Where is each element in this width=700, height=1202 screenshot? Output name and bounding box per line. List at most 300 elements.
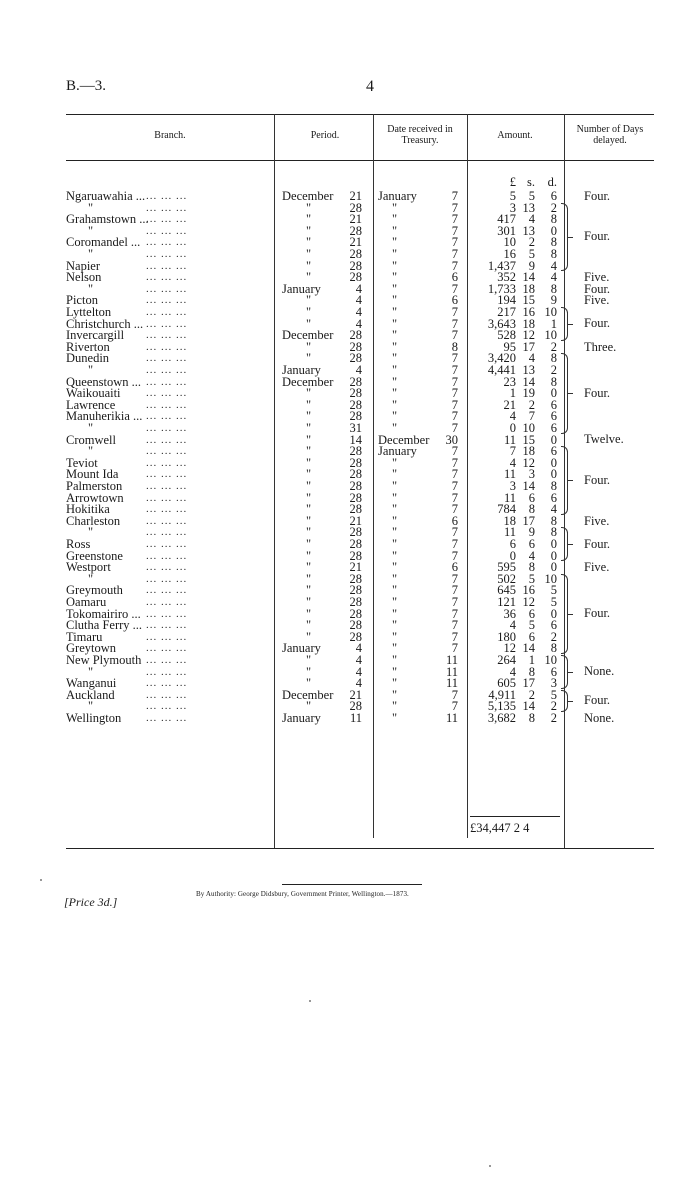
period-day: 21 [349,513,362,528]
amount-pounds: 3 [509,479,516,493]
grouping-brace [561,574,568,654]
period-day: 28 [349,502,362,517]
period-month: " [306,571,312,586]
period-day: 31 [349,421,362,435]
period-day: 4 [355,293,362,308]
amount-shillings: 6 [528,606,535,621]
received-month: " [392,490,398,505]
received-month: " [392,583,398,598]
received-day: 8 [451,339,458,354]
amount-shillings: 4 [528,351,535,366]
amount-pence: 8 [550,281,557,296]
amount-shillings: 15 [522,432,535,447]
amount-pounds: 6 [509,537,516,551]
period-day: 4 [355,641,362,656]
amount-pence: 6 [550,444,557,459]
period-month: " [306,258,312,273]
period-month: " [306,537,312,551]
received-month: " [392,397,398,412]
received-day: 7 [451,479,458,493]
amount-pounds: 1 [509,386,516,401]
leader-dots: ... ... ... [146,549,188,562]
amount-pounds: 4 [509,618,516,633]
period-day: 28 [349,699,362,714]
period-day: 4 [355,281,362,296]
period-day: 28 [349,571,362,586]
received-day: 7 [451,606,458,621]
received-month: " [392,200,398,215]
amount-pounds: 0 [509,421,516,435]
amount-shillings: 4 [528,212,535,227]
leader-dots: ... ... ... [146,642,188,655]
leader-dots: ... ... ... [146,224,188,237]
amount-pence: 0 [550,386,557,401]
period-day: 21 [349,212,362,227]
branch-name: Oamaru [66,595,107,609]
received-month: " [392,363,398,377]
branch-name: Greytown [66,641,116,656]
total-rule [470,816,560,817]
received-month: " [392,502,398,517]
amount-pounds: 12 [503,641,516,656]
amount-pounds: 301 [497,223,516,238]
period-month: " [306,502,312,517]
period-month: " [306,618,312,633]
amount-shillings: 13 [522,223,535,238]
period-month: " [306,339,312,354]
received-month: " [392,247,398,261]
leader-dots: ... ... ... [146,596,188,608]
period-month: " [306,455,312,470]
received-month: January [378,444,417,459]
branch-name: Lyttelton [66,305,112,319]
leader-dots: ... ... ... [146,712,188,724]
received-month: " [392,281,398,296]
branch-name: Charleston [66,513,121,528]
branch-name: Greymouth [66,583,123,598]
period-day: 28 [349,525,362,540]
column-header-period: Period. [310,130,340,141]
received-month: " [392,328,398,343]
received-day: 7 [451,687,458,702]
received-day: 6 [451,293,458,308]
received-month: " [392,421,398,435]
branch-name: Nelson [66,270,102,285]
amount-shillings: 6 [528,490,535,505]
period-month: " [306,212,312,227]
period-day: 28 [349,409,362,424]
period-month: " [306,653,312,667]
received-month: " [392,653,398,667]
amount-shillings: 7 [528,409,535,424]
amount-pounds: 1,437 [487,258,516,273]
branch-name: " [88,247,94,261]
days-delayed-note: Four. [584,281,611,296]
received-day: 7 [451,223,458,238]
amount-shillings: 6 [528,537,535,551]
amount-pence: 4 [550,258,557,273]
received-month: " [392,618,398,633]
amount-pounds: 502 [497,571,516,586]
received-day: 7 [451,212,458,227]
leader-dots: ... ... ... [146,503,188,516]
received-month: " [392,467,398,482]
amount-shillings: 17 [522,676,535,691]
branch-name: Wellington [66,711,122,725]
amount-shillings: 2 [528,687,535,702]
branch-name: " [88,664,94,679]
received-month: " [392,409,398,424]
received-day: 7 [451,235,458,250]
amount-pence: 0 [550,455,557,470]
leader-dots: ... ... ... [146,619,188,632]
amount-shillings: 13 [522,200,535,215]
table-header-rule [66,160,654,161]
amount-pounds: 3,682 [487,711,516,725]
amount-pounds: 4,911 [488,687,516,702]
received-month: January [378,189,417,203]
document-code: B.—3. [66,78,107,94]
period-month: " [306,386,312,401]
received-day: 7 [451,583,458,598]
received-month: " [392,270,398,285]
column-header-branch: Branch. [154,130,186,141]
days-delayed-note: None. [584,710,615,725]
amount-shillings: 5 [528,618,535,633]
footer-rule [282,884,422,885]
received-month: " [392,537,398,551]
amount-shillings: 15 [522,293,535,308]
amount-pence: 8 [550,212,557,227]
print-speck [489,1165,491,1167]
received-month: " [392,386,398,401]
amount-pence: 10 [544,571,557,586]
amount-pence: 1 [550,316,557,331]
amount-shillings: 3 [528,467,535,482]
amount-pence: 0 [550,548,557,563]
leader-dots: ... ... ... [146,630,188,643]
received-day: 7 [451,629,458,644]
branch-name: Tokomairiro ... [66,606,141,621]
received-month: " [392,606,398,621]
period-day: 28 [349,223,362,238]
period-month: " [306,595,312,609]
received-day: 7 [451,699,458,714]
amount-pence: 5 [550,687,557,702]
received-month: " [392,629,398,644]
amount-pounds: 5 [509,189,516,203]
leader-dots: ... ... ... [146,491,188,504]
amount-pounds: 21 [503,397,516,412]
leader-dots: ... ... ... [146,572,188,585]
branch-name: Mount Ida [66,467,119,482]
period-day: 4 [355,316,362,331]
amount-pence: 0 [550,467,557,482]
period-day: 4 [355,653,362,667]
received-day: 7 [451,641,458,656]
amount-pence: 6 [550,409,557,424]
amount-shillings: 19 [522,386,535,401]
amount-pence: 8 [550,525,557,540]
period-month: " [306,397,312,412]
amount-pence: 6 [550,618,557,633]
grouping-brace [561,353,568,433]
amount-pence: 10 [544,305,557,319]
amount-pounds: 10 [503,235,516,250]
period-day: 28 [349,351,362,366]
leader-dots: ... ... ... [146,456,188,469]
branch-name: Wanganui [66,676,117,691]
leader-dots: ... ... ... [146,654,188,666]
amount-shillings: 18 [522,281,535,296]
leader-dots: ... ... ... [146,364,188,376]
period-day: 28 [349,490,362,505]
received-month: " [392,339,398,354]
amount-pence: 8 [550,374,557,389]
amount-pence: 9 [550,293,557,308]
received-month: " [392,641,398,656]
branch-name: Grahamstown ... [66,212,149,227]
received-month: " [392,305,398,319]
amount-pence: 3 [550,676,557,691]
amount-pounds: 1,733 [487,281,516,296]
branch-name: Waikouaiti [66,386,121,401]
amount-pounds: 4 [509,664,516,679]
period-month: " [306,200,312,215]
amount-pence: 5 [550,595,557,609]
amount-pence: 6 [550,664,557,679]
received-day: 7 [451,397,458,412]
branch-name: Greenstone [66,548,123,563]
period-month: " [306,699,312,714]
amount-pounds: 264 [497,653,516,667]
leader-dots: ... ... ... [146,190,188,202]
period-month: " [306,305,312,319]
amount-pounds: 7 [509,444,516,459]
period-day: 28 [349,374,362,389]
received-day: 7 [451,200,458,215]
amount-pounds: 4,441 [487,363,516,377]
amount-pence: 6 [550,189,557,203]
days-delayed-note: Four. [584,536,611,551]
period-month: " [306,664,312,679]
received-day: 7 [451,409,458,424]
page-number: 4 [366,78,374,95]
amount-pounds: 3,420 [487,351,516,366]
received-day: 7 [451,351,458,366]
branch-name: Teviot [66,455,98,470]
table-top-rule [66,114,654,115]
branch-name: Queenstown ... [66,374,141,389]
received-day: 6 [451,270,458,285]
period-month: " [306,467,312,482]
grouping-brace [561,446,568,515]
period-month: December [282,687,334,702]
period-day: 28 [349,397,362,412]
leader-dots: ... ... ... [146,561,188,574]
period-day: 28 [349,444,362,459]
amount-shillings: 16 [522,583,535,598]
amount-pounds: 417 [497,212,516,227]
amount-shillings: 12 [522,455,535,470]
period-month: " [306,525,312,540]
branch-name: " [88,421,94,435]
amount-pounds: 595 [497,560,516,575]
period-day: 28 [349,455,362,470]
amount-pounds: 11 [503,432,516,447]
amount-pence: 10 [544,328,557,343]
days-delayed-note: Four. [584,188,611,203]
period-day: 28 [349,595,362,609]
received-day: 11 [445,711,458,725]
received-month: " [392,258,398,273]
amount-shillings: 8 [528,664,535,679]
received-month: " [392,595,398,609]
days-delayed-note: Four. [584,473,611,487]
received-day: 7 [451,502,458,517]
period-month: " [306,560,312,575]
column-header-date-received: Date received in Treasury. [387,124,453,146]
received-month: " [392,455,398,470]
leader-dots: ... ... ... [146,584,188,597]
amount-shillings: 5 [528,571,535,586]
leader-dots: ... ... ... [146,317,188,330]
branch-name: " [88,281,94,296]
period-month: " [306,409,312,424]
grouping-brace [561,655,568,689]
amount-pounds: 23 [503,374,516,389]
amount-pounds: 180 [497,629,516,644]
amount-pence: 6 [550,490,557,505]
amount-pence: 8 [550,513,557,528]
received-day: 7 [451,305,458,319]
amount-pence: 8 [550,351,557,366]
amount-shillings: 14 [522,641,535,656]
period-day: 14 [349,432,362,447]
amount-shillings: 8 [528,560,535,575]
leader-dots: ... ... ... [146,480,188,492]
pence-label: d. [547,175,557,189]
branch-name: " [88,571,94,586]
period-day: 28 [349,467,362,482]
period-month: " [306,351,312,366]
received-day: 7 [451,247,458,261]
days-delayed-note: Five. [584,560,610,574]
branch-name: Lawrence [66,397,116,412]
received-day: 7 [451,444,458,459]
amount-pence: 2 [550,629,557,644]
amount-pounds: 121 [497,595,516,609]
amount-pounds: 352 [497,270,516,285]
received-month: " [392,699,398,714]
amount-pounds: 528 [497,328,516,343]
amount-shillings: 14 [522,374,535,389]
received-day: 7 [451,258,458,273]
amount-pence: 2 [550,699,557,714]
received-day: 11 [445,653,458,667]
amount-pence: 2 [550,711,557,725]
period-month: " [306,606,312,621]
period-day: 4 [355,305,362,319]
leader-dots: ... ... ... [146,282,188,295]
amount-shillings: 10 [522,421,535,435]
period-day: 28 [349,339,362,354]
received-month: " [392,316,398,331]
received-month: " [392,687,398,702]
received-month: " [392,513,398,528]
leader-dots: ... ... ... [146,433,188,446]
amount-shillings: 5 [528,189,535,203]
received-month: " [392,293,398,308]
period-day: 28 [349,200,362,215]
period-day: 21 [349,235,362,250]
days-delayed-note: Four. [584,693,611,708]
period-month: " [306,432,312,447]
period-month: " [306,676,312,691]
table-bottom-rule [66,848,654,849]
total-amount: £34,447 2 4 [470,821,530,835]
branch-name: Clutha Ferry ... [66,618,143,633]
leader-dots: ... ... ... [146,700,188,713]
period-month: January [282,641,321,656]
amount-shillings: 4 [528,548,535,563]
period-month: " [306,223,312,238]
period-month: " [306,513,312,528]
leader-dots: ... ... ... [146,294,188,307]
amount-pounds: 645 [497,583,516,598]
period-day: 28 [349,618,362,633]
amount-shillings: 12 [522,328,535,343]
leader-dots: ... ... ... [146,248,188,260]
branch-name: " [88,200,94,215]
received-day: 7 [451,189,458,203]
period-month: January [282,363,321,377]
leader-dots: ... ... ... [146,607,188,620]
received-day: 11 [445,664,458,679]
amount-shillings: 1 [528,653,535,667]
received-day: 7 [451,490,458,505]
amount-pounds: 194 [497,293,516,308]
amount-pence: 8 [550,247,557,261]
shillings-label: s. [527,175,535,189]
amount-shillings: 2 [528,235,535,250]
received-month: " [392,676,398,691]
period-day: 28 [349,537,362,551]
amount-pounds: 11 [503,525,516,540]
print-speck [309,1000,311,1002]
branch-name: Cromwell [66,432,116,447]
period-month: December [282,189,334,203]
amount-pence: 2 [550,200,557,215]
leader-dots: ... ... ... [146,306,188,318]
days-delayed-note: Four. [584,386,611,400]
amount-pounds: 16 [503,247,516,261]
branch-name: Palmerston [66,479,123,493]
leader-dots: ... ... ... [146,688,188,701]
branch-name: " [88,444,94,459]
days-delayed-note: Five. [584,513,610,528]
amount-pounds: 36 [503,606,516,621]
received-day: 6 [451,560,458,575]
amount-pence: 8 [550,235,557,250]
leader-dots: ... ... ... [146,665,188,678]
leader-dots: ... ... ... [146,677,188,690]
branch-name: Ross [66,537,91,551]
amount-pence: 6 [550,397,557,412]
period-day: 28 [349,606,362,621]
period-day: 21 [349,189,362,203]
received-day: 7 [451,386,458,401]
